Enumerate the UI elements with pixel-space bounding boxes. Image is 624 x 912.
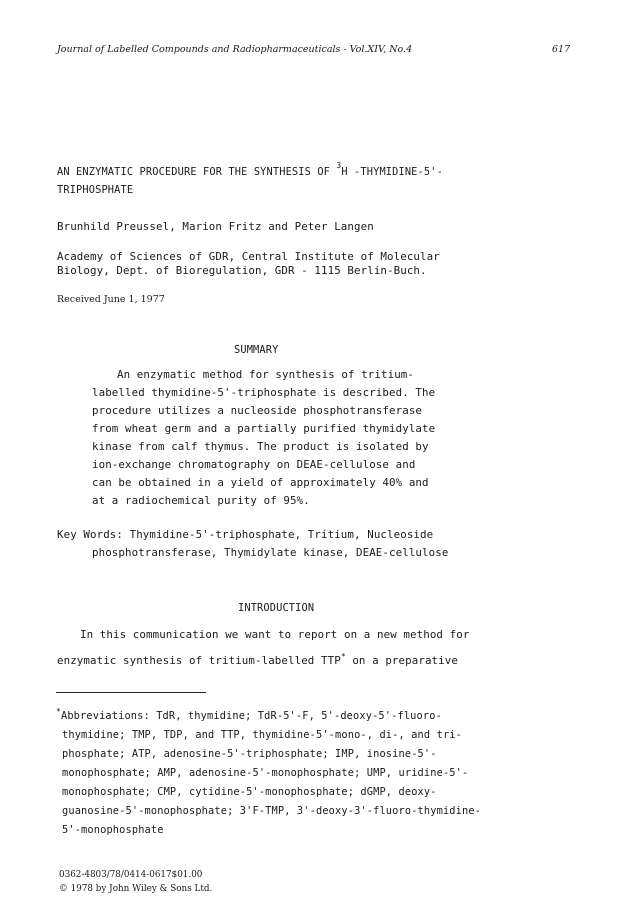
journal-header: Journal of Labelled Compounds and Radiopharmaceuticals - Vol.XIV, No.4 bbox=[57, 44, 413, 55]
summary-heading: SUMMARY bbox=[234, 344, 279, 356]
affiliation-line2: Biology, Dept. of Bioregulation, GDR - 1115 Berlin-Buch. bbox=[57, 264, 427, 277]
summary-line: can be obtained in a yield of approximately 40% and bbox=[92, 476, 429, 489]
intro-text-post: on a preparative bbox=[345, 654, 458, 667]
footnote-line: thymidine; TMP, TDP, and TTP, thymidine-5'-mono-, di-, and tri- bbox=[62, 729, 463, 741]
received-date: Received June 1, 1977 bbox=[57, 294, 165, 305]
footnote-line: 5'-monophosphate bbox=[62, 824, 164, 836]
introduction-heading: INTRODUCTION bbox=[238, 602, 315, 614]
summary-line: An enzymatic method for synthesis of tritium- bbox=[117, 368, 415, 381]
footnote-line: phosphate; ATP, adenosine-5'-triphosphate; IMP, inosine-5'- bbox=[62, 748, 437, 760]
intro-text-pre: enzymatic synthesis of tritium-labelled TTP bbox=[57, 654, 341, 667]
footnote-marker: * bbox=[340, 652, 346, 661]
isotope-superscript: 3 bbox=[336, 161, 342, 170]
footnote-line: monophosphate; CMP, cytidine-5'-monophosphate; dGMP, deoxy- bbox=[62, 786, 437, 798]
intro-line1: In this communication we want to report on a new method for bbox=[80, 628, 470, 641]
footnote-mark: * bbox=[56, 707, 61, 716]
footnote-text: Abbreviations: TdR, thymidine; TdR-5'-F, 5'-deoxy-5'-fluoro- bbox=[60, 710, 442, 722]
article-title-line1 bbox=[57, 161, 443, 178]
footnote-divider bbox=[56, 692, 206, 693]
summary-line: kinase from calf thymus. The product is isolated by bbox=[92, 440, 429, 453]
copyright: © 1978 by John Wiley & Sons Ltd. bbox=[59, 884, 213, 894]
keywords-line2: phosphotransferase, Thymidylate kinase, DEAE-cellulose bbox=[92, 546, 449, 559]
summary-line: procedure utilizes a nucleoside phosphotransferase bbox=[92, 404, 423, 417]
footnote-line: guanosine-5'-monophosphate; 3'F-TMP, 3'-deoxy-3'-fluoro-thymidine- bbox=[62, 805, 482, 817]
summary-line: from wheat germ and a partially purified thymidylate bbox=[92, 422, 436, 435]
intro-line2 bbox=[57, 654, 458, 667]
affiliation-line1: Academy of Sciences of GDR, Central Institute of Molecular bbox=[57, 250, 440, 263]
page-number: 617 bbox=[552, 44, 571, 55]
article-code: 0362-4803/78/0414-0617$01.00 bbox=[59, 870, 203, 880]
keywords-line1: Key Words: Thymidine-5'-triphosphate, Tritium, Nucleoside bbox=[57, 528, 434, 541]
authors: Brunhild Preussel, Marion Fritz and Peter Langen bbox=[57, 220, 374, 233]
summary-line: at a radiochemical purity of 95%. bbox=[92, 494, 310, 507]
summary-line: ion-exchange chromatography on DEAE-cellulose and bbox=[92, 458, 416, 471]
summary-line: labelled thymidine-5'-triphosphate is described. The bbox=[92, 386, 436, 399]
title-text-pre: AN ENZYMATIC PROCEDURE FOR THE SYNTHESIS OF bbox=[57, 166, 337, 178]
footnote-line1 bbox=[56, 707, 442, 722]
article-title-line2: TRIPHOSPHATE bbox=[57, 184, 134, 196]
footnote-line: monophosphate; AMP, adenosine-5'-monophosphate; UMP, uridine-5'- bbox=[62, 767, 469, 779]
title-text-post: H -THYMIDINE-5'- bbox=[341, 166, 443, 178]
